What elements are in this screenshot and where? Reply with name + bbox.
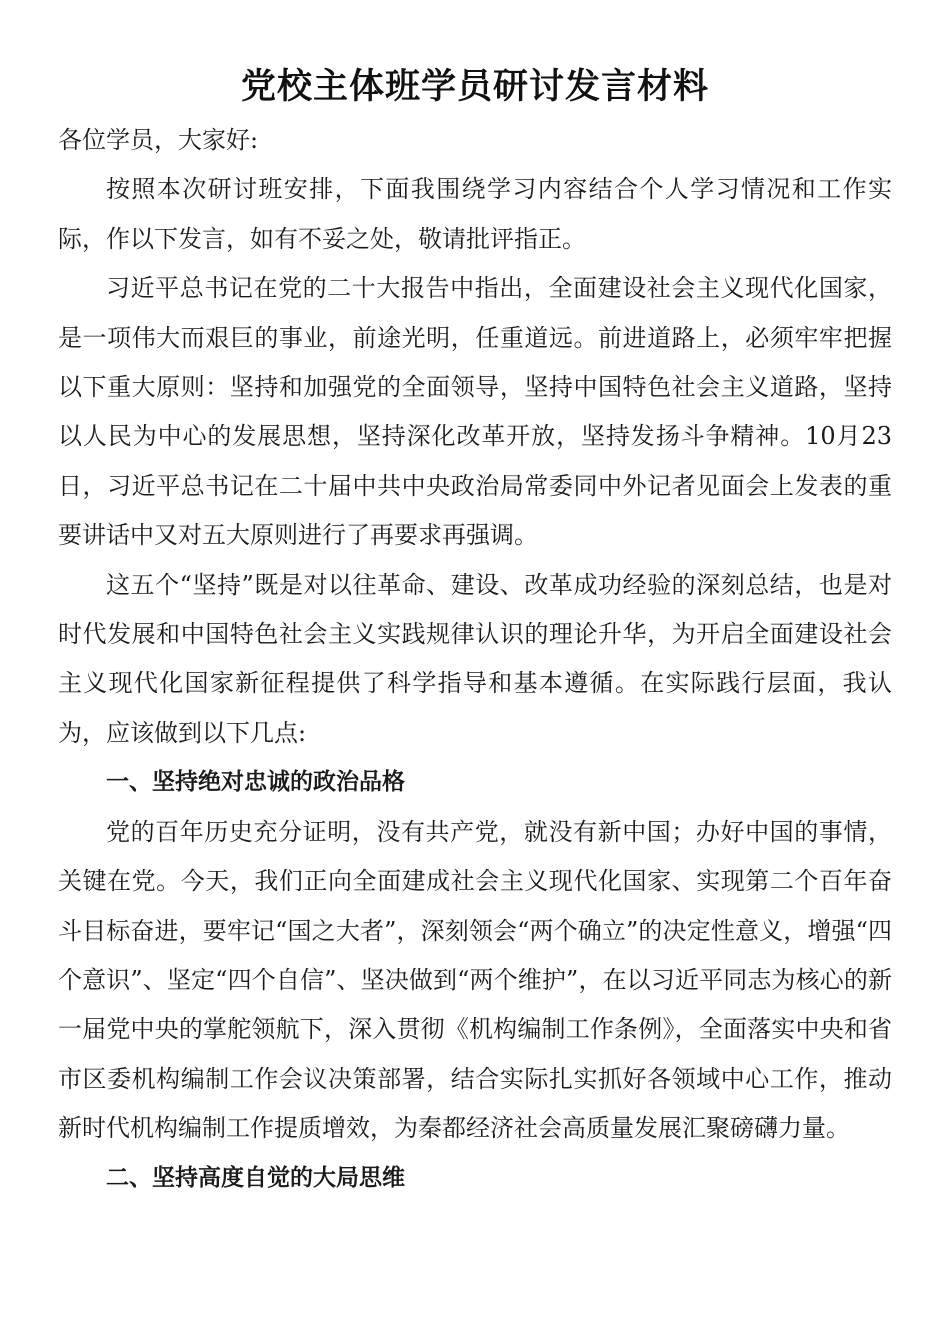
paragraph-summary: 这五个“坚持”既是对以往革命、建设、改革成功经验的深刻总结，也是对时代发展和中国特色社会主义实践规律认识的理论升华，为开启全面建设社会主义现代化国家新征程提供了科学指导和基本遵循。在实际践行层面，我认为，应该做到以下几点:: [58, 570, 892, 747]
section-1-paragraph: 党的百年历史充分证明，没有共产党，就没有新中国；办好中国的事情，关键在党。今天，我们正向全面建成社会主义现代化国家、实现第二个百年奋斗目标奋进，要牢记“国之大者”，深刻领会“两个确立”的决定性意义，增强“四个意识”、坚定“四个自信”、坚决做到“两个维护”，在以习近平同志为核心的新一届党中央的掌舵领航下，深入贯彻《机构编制工作条例》，全面落实中央和省市区委机构编制工作会议决策部署，结合实际扎实抓好各领域中心工作，推动新时代机构编制工作提质增效，为秦都经济社会高质量发展汇聚磅礴力量。: [58, 817, 892, 1143]
paragraph-principles: 习近平总书记在党的二十大报告中指出，全面建设社会主义现代化国家，是一项伟大而艰巨的事业，前途光明，任重道远。前进道路上，必须牢牢把握以下重大原则：坚持和加强党的全面领导，坚持中国特色社会主义道路，坚持以人民为中心的发展思想，坚持深化改革开放，坚持发扬斗争精神。10月23日，习近平总书记在二十届中共中央政治局常委同中外记者见面会上发表的重要讲话中又对五大原则进行了再要求再强调。: [58, 274, 892, 550]
document-title: 党校主体班学员研讨发言材料: [240, 67, 709, 107]
section-heading-1: 一、坚持绝对忠诚的政治品格: [106, 769, 405, 796]
greeting: 各位学员，大家好:: [58, 126, 259, 154]
paragraph-intro: 按照本次研讨班安排，下面我围绕学习内容结合个人学习情况和工作实际，作以下发言，如有不妥之处，敬请批评指正。: [58, 175, 892, 253]
section-heading-2: 二、坚持高度自觉的大局思维: [106, 1164, 405, 1191]
